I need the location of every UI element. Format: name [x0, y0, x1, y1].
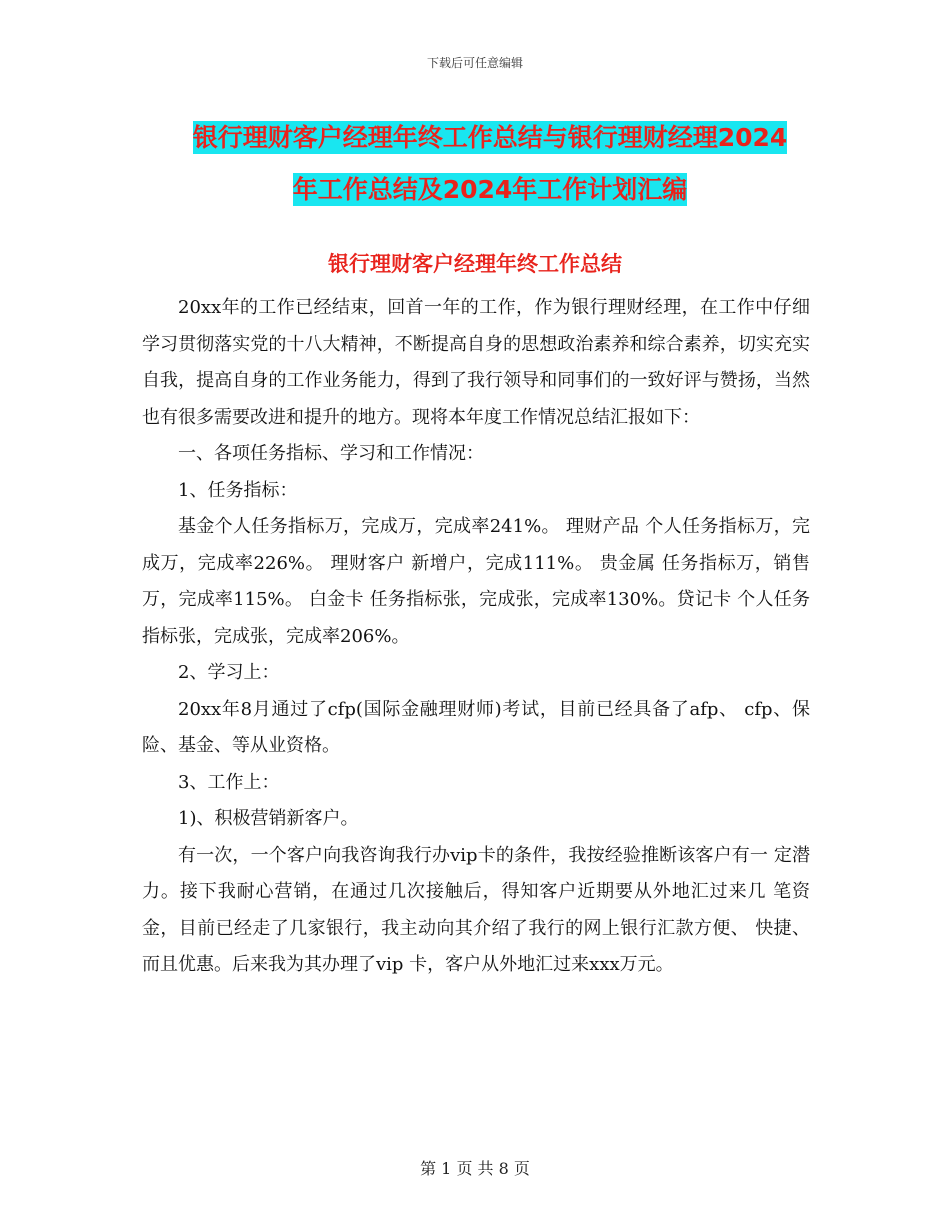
section-title: 银行理财客户经理年终工作总结: [328, 252, 622, 276]
page-number: 第 1 页 共 8 页: [420, 1159, 530, 1178]
paragraph-task-metrics: 基金个人任务指标万，完成万，完成率241%。 理财产品 个人任务指标万，完成万，完成率226%。 理财客户 新增户，完成111%。 贵金属 任务指标万，销售万，完成率115%。 白金卡 任务指标张，完成张，完成率130%。贷记卡 个人任务指标张，完成张，完成率206%。: [142, 516, 810, 647]
header-note: 下载后可任意编辑: [426, 56, 523, 70]
document-body: [142, 290, 810, 984]
paragraph-subheading-study: 2、学习上：: [178, 662, 280, 683]
document-title-line-1: 银行理财客户经理年终工作总结与银行理财经理2024: [192, 123, 788, 152]
paragraph-work-item-1: 1)、积极营销新客户。: [178, 808, 359, 829]
paragraph-study: 20xx年8月通过了cfp(国际金融理财师)考试，目前已经具备了afp、 cfp、保险、基金、等从业资格。: [142, 698, 810, 756]
paragraph-work-story: 有一次，一个客户向我咨询我行办vip卡的条件，我按经验推断该客户有一 定潜力。接下我耐心营销，在通过几次接触后，得知客户近期要从外地汇过来几 笔资金，目前已经走了几家银行，我主动向其介绍了我行的网上银行汇款方便、 快捷、而且优惠。后来我为其办理了vip 卡，客户从外地汇过来xxx万元。: [142, 844, 810, 975]
paragraph-subheading-work: 3、工作上：: [178, 771, 280, 793]
paragraph-heading-1: 一、各项任务指标、学习和工作情况：: [178, 443, 484, 464]
paragraph-subheading-tasks: 1、任务指标：: [178, 479, 298, 501]
document-title-line-2: 年工作总结及2024年工作计划汇编: [292, 175, 688, 204]
document-title: [150, 112, 830, 216]
paragraph-intro: 20xx年的工作已经结束，回首一年的工作，作为银行理财经理，在工作中仔细学习贯彻落实党的十八大精神，不断提高自身的思想政治素养和综合素养，切实充实自我，提高自身的工作业务能力，得到了我行领导和同事们的一致好评与赞扬，当然也有很多需要改进和提升的地方。现将本年度工作情况总结汇报如下：: [142, 297, 810, 428]
